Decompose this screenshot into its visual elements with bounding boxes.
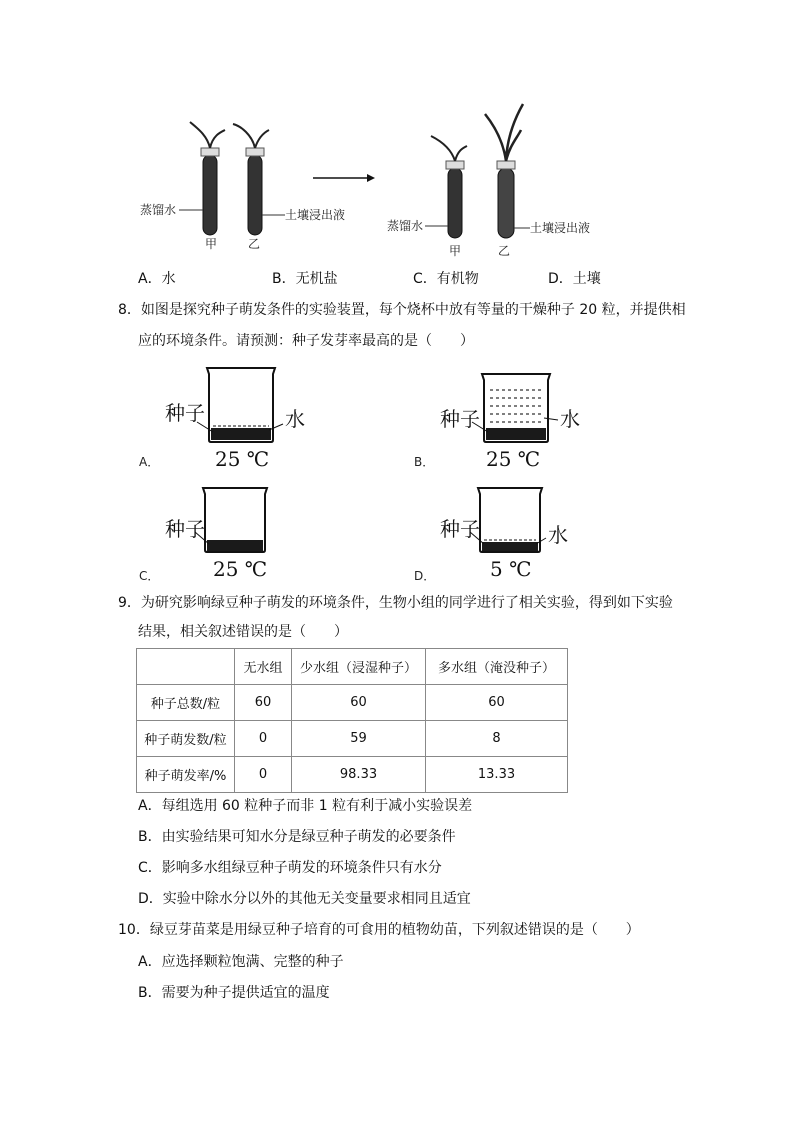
q9-option-b[interactable]: B．由实验结果可知水分是绿豆种子萌发的必要条件	[138, 829, 456, 845]
q8-beaker-a[interactable]	[135, 362, 335, 472]
label-distilled-water-right: 蒸馏水	[387, 219, 424, 233]
q8-beaker-c[interactable]	[135, 480, 335, 585]
q7-option-c[interactable]: C．有机物	[413, 271, 479, 287]
label-yi-right: 乙	[498, 244, 511, 258]
table-cell: 59	[292, 721, 426, 757]
table-cell: 8	[426, 721, 568, 757]
table-cell: 0	[235, 757, 292, 793]
q8-b-water-label: 水	[560, 407, 580, 431]
q7-test-tube-figure	[135, 100, 605, 265]
table-cell: 种子萌发率/%	[137, 757, 235, 793]
table-cell: 种子萌发数/粒	[137, 721, 235, 757]
label-soil-extract-right: 土壤浸出液	[530, 221, 591, 235]
label-yi-left: 乙	[248, 237, 261, 251]
q8-d-letter: D．	[414, 569, 436, 583]
left-tube-jia	[190, 122, 225, 235]
table-cell: 种子总数/粒	[137, 685, 235, 721]
table-header-cell	[137, 649, 235, 685]
table-cell: 13.33	[426, 757, 568, 793]
table-cell: 60	[235, 685, 292, 721]
table-header-row	[137, 649, 568, 685]
q8-a-seed-label: 种子	[165, 401, 205, 425]
right-tube-jia	[431, 136, 467, 238]
q8-stem-line2: 应的环境条件。请预测：种子发芽率最高的是（ ）	[138, 333, 474, 349]
q7-option-a[interactable]: A．水	[138, 271, 176, 287]
q8-d-temp-label: 5 ℃	[490, 557, 532, 581]
label-soil-extract-left: 土壤浸出液	[285, 208, 346, 222]
table-header-cell: 少水组（浸湿种子）	[292, 649, 426, 685]
q8-stem-line1: 8．如图是探究种子萌发条件的实验装置，每个烧杯中放有等量的干燥种子 20 粒，并提供相	[118, 302, 686, 318]
table-row	[137, 721, 568, 757]
q8-c-temp-label: 25 ℃	[213, 557, 268, 581]
q8-beaker-d[interactable]	[410, 480, 610, 585]
table-cell: 0	[235, 721, 292, 757]
right-tube-yi	[485, 104, 523, 238]
q8-a-water-label: 水	[285, 407, 305, 431]
q8-b-letter: B．	[414, 455, 435, 469]
table-row	[137, 757, 568, 793]
q10-stem: 10．绿豆芽苗菜是用绿豆种子培育的可食用的植物幼苗，下列叙述错误的是（ ）	[118, 922, 640, 938]
table-header-cell: 无水组	[235, 649, 292, 685]
q8-a-temp-label: 25 ℃	[215, 447, 270, 471]
q9-option-c[interactable]: C．影响多水组绿豆种子萌发的环境条件只有水分	[138, 860, 442, 876]
q8-b-temp-label: 25 ℃	[486, 447, 541, 471]
q7-option-b[interactable]: B．无机盐	[272, 271, 338, 287]
label-jia-right: 甲	[449, 244, 462, 258]
table-cell: 98.33	[292, 757, 426, 793]
left-tube-yi	[233, 124, 269, 235]
q8-beaker-b[interactable]	[410, 362, 610, 472]
q8-d-seed-label: 种子	[440, 517, 480, 541]
q8-a-letter: A．	[139, 455, 160, 469]
q9-stem-line2: 结果，相关叙述错误的是（ ）	[138, 624, 348, 640]
q9-option-a[interactable]: A．每组选用 60 粒种子而非 1 粒有利于减小实验误差	[138, 798, 473, 814]
q9-option-d[interactable]: D．实验中除水分以外的其他无关变量要求相同且适宜	[138, 891, 471, 907]
arrow-icon	[313, 174, 375, 182]
q9-results-table	[136, 648, 568, 793]
q8-c-letter: C．	[139, 569, 160, 583]
q8-d-water-label: 水	[548, 523, 568, 547]
q10-option-b[interactable]: B．需要为种子提供适宜的温度	[138, 985, 330, 1001]
table-row	[137, 685, 568, 721]
q9-stem-line1: 9．为研究影响绿豆种子萌发的环境条件，生物小组的同学进行了相关实验，得到如下实验	[118, 595, 673, 611]
table-cell: 60	[426, 685, 568, 721]
table-cell: 60	[292, 685, 426, 721]
q8-b-seed-label: 种子	[440, 407, 480, 431]
label-jia-left: 甲	[205, 237, 218, 251]
q10-option-a[interactable]: A．应选择颗粒饱满、完整的种子	[138, 954, 344, 970]
q7-option-d[interactable]: D．土壤	[548, 271, 601, 287]
table-header-cell: 多水组（淹没种子）	[426, 649, 568, 685]
q8-c-seed-label: 种子	[165, 517, 205, 541]
label-distilled-water-left: 蒸馏水	[140, 203, 177, 217]
